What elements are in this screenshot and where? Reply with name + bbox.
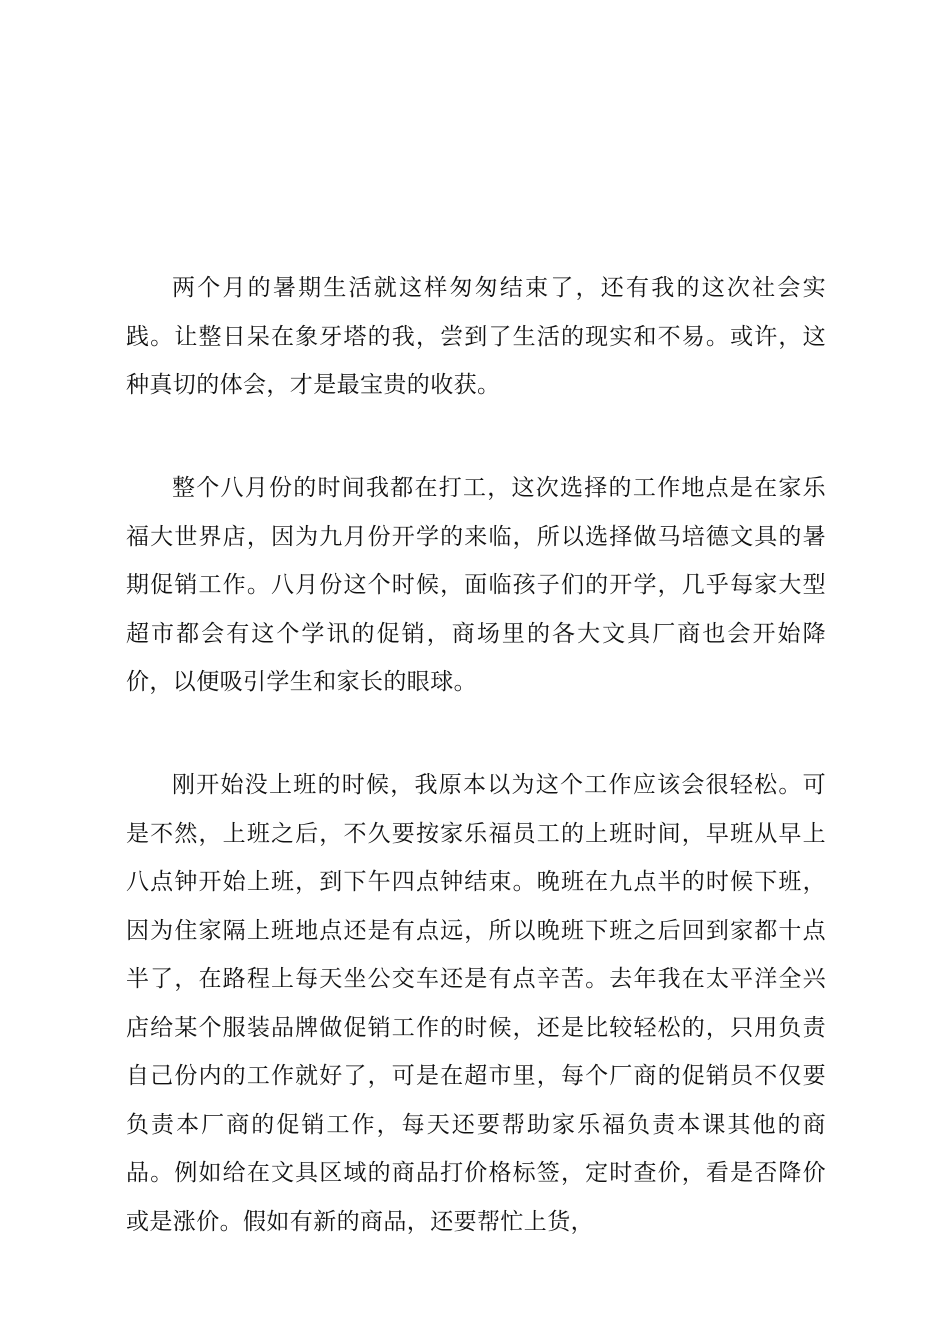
paragraph-work-experience: 刚开始没上班的时候，我原本以为这个工作应该会很轻松。可是不然，上班之后，不久要按家乐福员工的上班时间，早班从早上八点钟开始上班，到下午四点钟结束。晚班在九点半的时候下班，因为住家隔上班地点还是有点远，所以晚班下班之后回到家都十点半了，在路程上每天坐公交车还是有点辛苦。去年我在太平洋全兴店给某个服装品牌做促销工作的时候，还是比较轻松的，只用负责自己份内的工作就好了，可是在超市里，每个厂商的促销员不仅要负责本厂商的促销工作，每天还要帮助家乐福负责本课其他的商品。例如给在文具区域的商品打价格标签，定时查价，看是否降价或是涨价。假如有新的商品，还要帮忙上货，: [126, 772, 826, 1235]
paragraph-summer-summary: 两个月的暑期生活就这样匆匆结束了，还有我的这次社会实践。让整日呆在象牙塔的我，尝到了生活的现实和不易。或许，这种真切的体会，才是最宝贵的收获。: [126, 275, 826, 398]
paragraph-august-work: 整个八月份的时间我都在打工，这次选择的工作地点是在家乐福大世界店，因为九月份开学的来临，所以选择做马培德文具的暑期促销工作。八月份这个时候，面临孩子们的开学，几乎每家大型超市都会有这个学讯的促销，商场里的各大文具厂商也会开始降价，以便吸引学生和家长的眼球。: [126, 475, 826, 695]
